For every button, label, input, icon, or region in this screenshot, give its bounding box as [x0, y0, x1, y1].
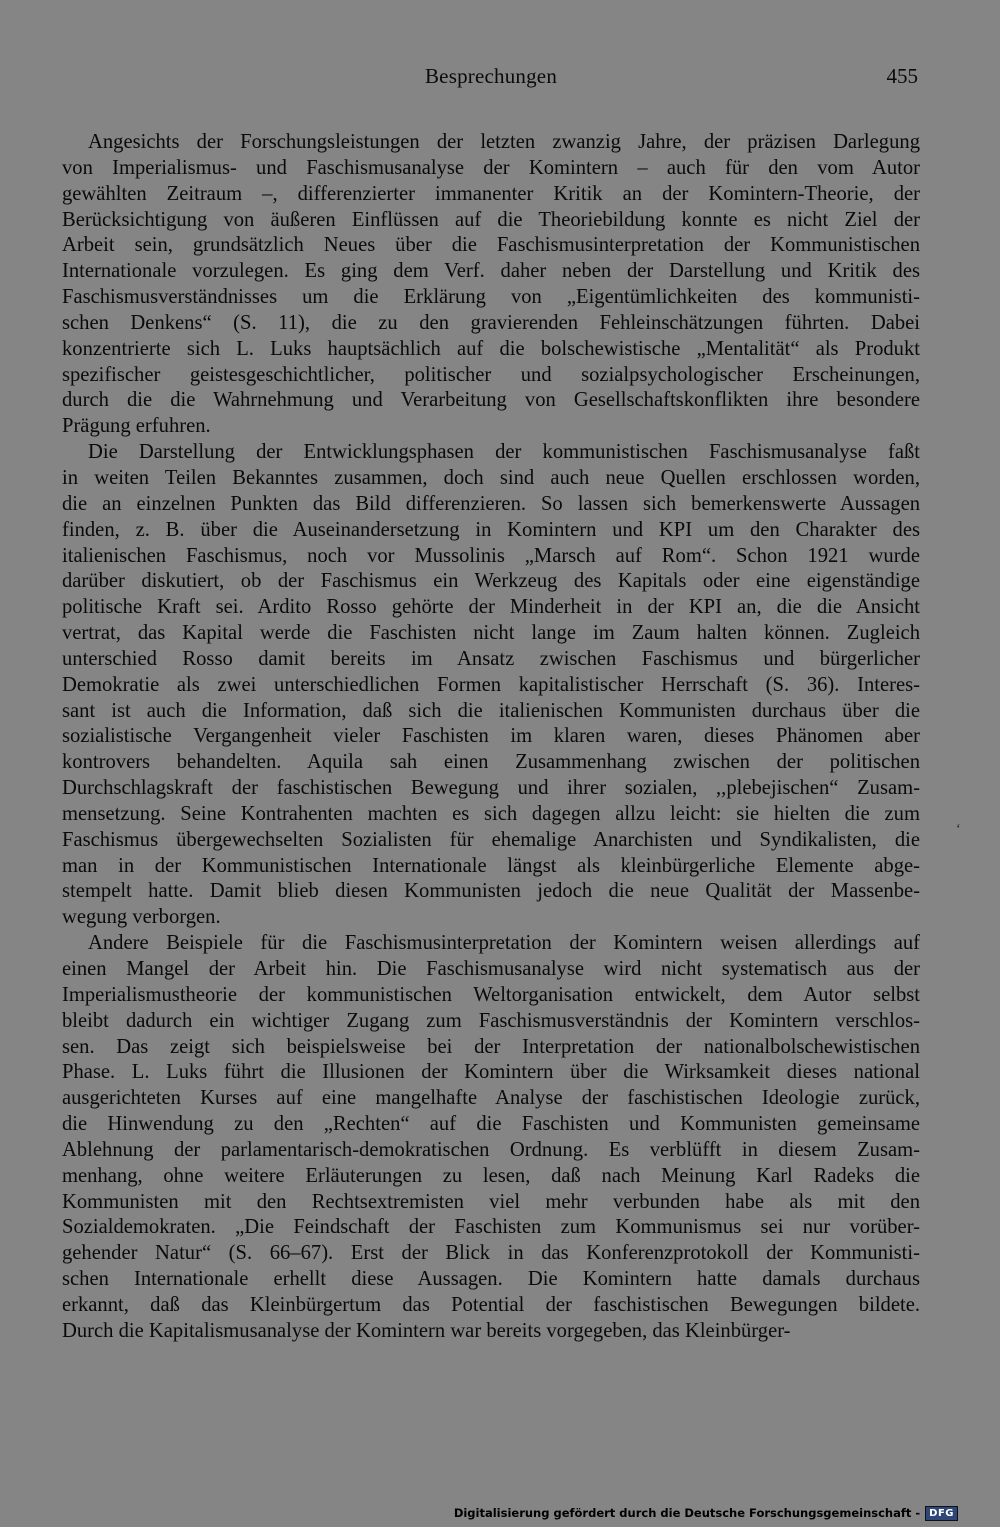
text-line: die an einzelnen Punkten das Bild differenzieren. So lassen sich bemerkenswerte Aussagen	[62, 492, 920, 515]
text-line: menhang, ohne weitere Erläuterungen zu lesen, daß nach Meinung Karl Radeks die	[62, 1164, 920, 1187]
paragraph	[62, 931, 920, 1345]
text-line: Durchschlagskraft der faschistischen Bewegung und ihrer sozialen, ,,plebejischen“ Zusam-	[62, 777, 920, 800]
text-line: erkannt, daß das Kleinbürgertum das Potential der faschistischen Bewegungen bildete.	[62, 1293, 920, 1316]
paragraph	[62, 130, 920, 440]
text-line: Phase. L. Luks führt die Illusionen der Komintern über die Wirksamkeit dieses national	[62, 1061, 920, 1084]
text-line: Arbeit sein, grundsätzlich Neues über die Faschismusinterpretation der Kommunistischen	[62, 234, 920, 257]
text-line: kontrovers behandelten. Aquila sah einen Zusammenhang zwischen der politischen	[62, 751, 920, 774]
text-line: in weiten Teilen Bekanntes zusammen, doch sind auch neue Quellen erschlossen worden,	[62, 466, 920, 489]
text-line: Berücksichtigung von äußeren Einflüssen auf die Theoriebildung konnte es nicht Ziel der	[62, 208, 920, 231]
text-line: Faschismusverständnisses um die Erklärung von „Eigentümlichkeiten des kommunisti-	[62, 286, 920, 309]
text-line: Internationale vorzulegen. Es ging dem Verf. daher neben der Darstellung und Kritik des	[62, 260, 920, 283]
text-line: finden, z. B. über die Auseinandersetzung in Komintern und KPI um den Charakter des	[62, 518, 920, 541]
text-line: darüber diskutiert, ob der Faschismus ein Werkzeug des Kapitals oder eine eigenständige	[62, 570, 920, 593]
text-line: Faschismus übergewechselten Sozialisten für ehemalige Anarchisten und Syndikalisten, die	[62, 828, 920, 851]
text-line: sozialistische Vergangenheit vieler Faschisten im klaren waren, dieses Phänomen aber	[62, 725, 920, 748]
page-header	[62, 64, 920, 96]
text-line: Angesichts der Forschungsleistungen der letzten zwanzig Jahre, der präzisen Darlegung	[88, 131, 920, 153]
text-line: gewählten Zeitraum –, differenzierter immanenter Kritik an der Komintern-Theorie, der	[62, 182, 920, 205]
text-line: sen. Das zeigt sich beispielsweise bei der Interpretation der nationalbolschewistischen	[62, 1035, 920, 1058]
text-line: mensetzung. Seine Kontrahenten machten es sich dagegen allzu leicht: sie hielten die zum	[62, 802, 920, 825]
text-line: Demokratie als zwei unterschiedlichen Formen kapitalistischer Herrschaft (S. 36). Interes-	[62, 673, 920, 696]
text-line: einen Mangel der Arbeit hin. Die Faschismusanalyse wird nicht systematisch aus der	[62, 958, 920, 980]
text-line: ausgerichteten Kurses auf eine mangelhafte Analyse der faschistischen Ideologie zurück,	[62, 1087, 920, 1110]
text-line: Andere Beispiele für die Faschismusinterpretation der Komintern weisen allerdings auf	[88, 932, 920, 955]
dfg-logo-icon: DFG	[925, 1506, 958, 1521]
text-line: man in der Kommunistischen Internationale längst als kleinbürgerliche Elemente abge-	[62, 854, 920, 877]
text-line: von Imperialismus- und Faschismusanalyse der Komintern – auch für den vom Autor	[62, 156, 920, 179]
text-line: Durch die Kapitalismusanalyse der Komintern war bereits vorgegeben, das Kleinbürger-	[62, 1319, 791, 1342]
text-line: die Hinwendung zu den „Rechten“ auf die Faschisten und Kommunisten gemeinsame	[62, 1113, 920, 1136]
text-line: gehender Natur“ (S. 66–67). Erst der Blick in das Konferenzprotokoll der Kommunisti-	[62, 1242, 920, 1265]
page-number: 455	[886, 64, 918, 88]
margin-mark: ‘	[956, 822, 961, 837]
text-line: Die Darstellung der Entwicklungsphasen der kommunistischen Faschismusanalyse faßt	[88, 441, 920, 464]
text-line: konzentrierte sich L. Luks hauptsächlich auf die bolschewistische „Mentalität“ als Produkt	[62, 337, 920, 360]
funding-note: Digitalisierung gefördert durch die Deutsche Forschungsgemeinschaft -	[453, 1506, 921, 1520]
text-line: italienischen Faschismus, noch vor Mussolinis „Marsch auf Rom“. Schon 1921 wurde	[62, 544, 920, 567]
digitization-credit	[454, 1504, 958, 1522]
running-title: Besprechungen	[424, 64, 558, 88]
text-line: Prägung erfuhren.	[62, 415, 211, 438]
text-line: durch die die Wahrnehmung und Verarbeitung von Gesellschaftskonflikten ihre besondere	[62, 389, 920, 412]
text-line: politische Kraft sei. Ardito Rosso gehörte der Minderheit in der KPI an, die die Ansicht	[62, 596, 920, 619]
text-line: wegung verborgen.	[62, 906, 221, 929]
text-line: sant ist auch die Information, daß sich die italienischen Kommunisten durchaus über die	[62, 699, 920, 722]
text-line: vertrat, das Kapital werde die Faschisten nicht lange im Zaum halten können. Zugleich	[62, 622, 920, 645]
text-line: bleibt dadurch ein wichtiger Zugang zum Faschismusverständnis der Komintern verschlos-	[62, 1009, 920, 1032]
text-line: Ablehnung der parlamentarisch-demokratischen Ordnung. Es verblüfft in diesem Zusam-	[62, 1138, 920, 1161]
text-line: Kommunisten mit den Rechtsextremisten viel mehr verbunden habe als mit den	[62, 1190, 920, 1213]
review-body-text	[62, 130, 920, 1345]
text-line: unterschied Rosso damit bereits im Ansatz zwischen Faschismus und bürgerlicher	[62, 647, 920, 670]
text-line: stempelt hatte. Damit blieb diesen Kommunisten jedoch die neue Qualität der Massenbe-	[62, 880, 920, 903]
text-line: schen Denkens“ (S. 11), die zu den gravierenden Fehleinschätzungen führten. Dabei	[62, 311, 920, 334]
text-line: schen Internationale erhellt diese Aussagen. Die Komintern hatte damals durchaus	[62, 1268, 920, 1291]
paragraph	[62, 440, 920, 931]
text-line: Imperialismustheorie der kommunistischen Weltorganisation entwickelt, dem Autor selbst	[62, 983, 920, 1006]
text-line: Sozialdemokraten. „Die Feindschaft der Faschisten zum Kommunismus sei nur vorüber-	[62, 1216, 920, 1239]
text-line: spezifischer geistesgeschichtlicher, politischer und sozialpsychologischer Erscheinungen,	[62, 363, 920, 386]
